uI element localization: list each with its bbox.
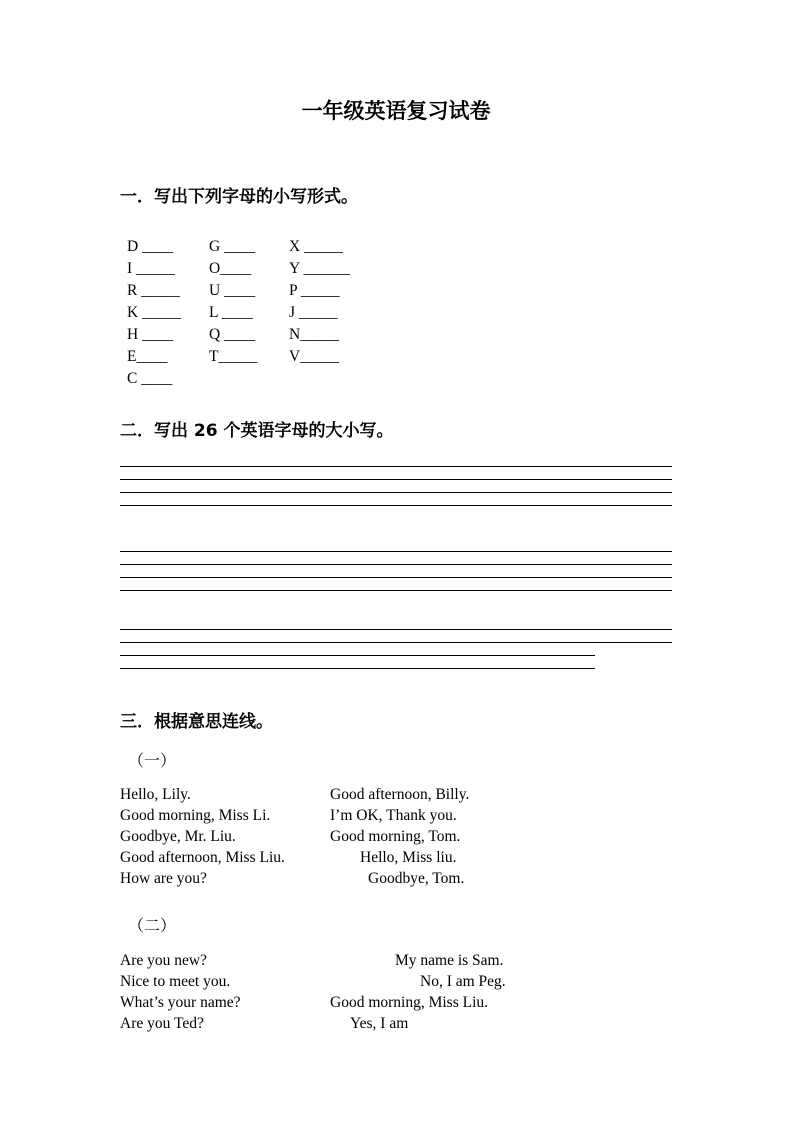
section2-heading: 二．写出 26 个英语字母的大小写。 [120,421,394,441]
letter-cell: X _____ [289,238,343,255]
letter-cell: C ____ [127,370,173,387]
letter-row [127,258,672,280]
writing-line [120,551,672,564]
letter-cell: P _____ [289,282,340,299]
match-left: Nice to meet you. [120,973,231,990]
letter-row [127,302,672,324]
writing-line [120,668,595,681]
writing-lines-group-3 [120,629,672,681]
match-right: Goodbye, Tom. [368,870,465,887]
matching-row [120,992,672,1013]
letter-cell: R _____ [127,282,180,299]
matching-row [120,868,672,889]
writing-line [120,492,672,505]
letter-cell: G ____ [209,238,256,255]
matching-row [120,971,672,992]
letter-cell: O____ [209,260,252,277]
match-right: I’m OK, Thank you. [330,807,457,824]
letter-cell: L ____ [209,304,253,321]
match-right: Good morning, Miss Liu. [330,994,489,1011]
letters-exercise [120,236,672,390]
match-left: Goodbye, Mr. Liu. [120,828,236,845]
letter-row [127,280,672,302]
letter-cell: E____ [127,348,168,365]
letter-cell: Y ______ [289,260,350,277]
letter-row [127,324,672,346]
match-left: Are you new? [120,952,207,969]
letter-row [127,236,672,258]
matching-row [120,826,672,847]
writing-line [120,629,672,642]
matching-row [120,1013,672,1034]
writing-line [120,479,672,492]
letter-cell: H ____ [127,326,174,343]
match-right: Good morning, Tom. [330,828,461,845]
writing-lines-group-2 [120,551,672,603]
letter-cell: K _____ [127,304,181,321]
writing-line [120,505,672,518]
match-left: Hello, Lily. [120,786,191,803]
section3-heading: 三．根据意思连线。 [120,712,273,732]
writing-line [120,466,672,479]
matching-row [120,847,672,868]
letter-cell [209,368,289,390]
letter-cell: I _____ [127,260,175,277]
match-right: Good afternoon, Billy. [330,786,470,803]
match-right: Hello, Miss liu. [360,849,457,866]
writing-line [120,564,672,577]
section1-heading: 一．写出下列字母的小写形式。 [120,187,358,207]
letter-cell: V_____ [289,348,339,365]
matching-row [120,805,672,826]
match-left: Good morning, Miss Li. [120,807,271,824]
letter-cell: J _____ [289,304,338,321]
letter-cell: Q ____ [209,326,256,343]
letter-cell [289,368,672,390]
letter-row [127,346,672,368]
page-title: 一年级英语复习试卷 [301,99,491,123]
writing-line [120,577,672,590]
match-right: No, I am Peg. [420,973,506,990]
match-right: My name is Sam. [395,952,504,969]
letter-cell: N_____ [289,326,339,343]
match-left: Are you Ted? [120,1015,204,1032]
match-right: Yes, I am [350,1015,409,1032]
letter-row [127,368,672,390]
match-left: What’s your name? [120,994,241,1011]
match-left: Good afternoon, Miss Liu. [120,849,285,866]
letter-cell: D ____ [127,238,174,255]
matching-row [120,950,672,971]
writing-line [120,642,672,655]
writing-lines-group-1 [120,466,672,518]
part2-label: （二） [128,918,177,935]
matching-row [120,784,672,805]
letter-cell: T_____ [209,348,258,365]
matching-exercise-1 [120,784,672,889]
writing-line [120,590,672,603]
letter-cell: U ____ [209,282,256,299]
match-left: How are you? [120,870,207,887]
matching-exercise-2 [120,950,672,1034]
writing-line [120,655,595,668]
part1-label: （一） [128,753,177,770]
